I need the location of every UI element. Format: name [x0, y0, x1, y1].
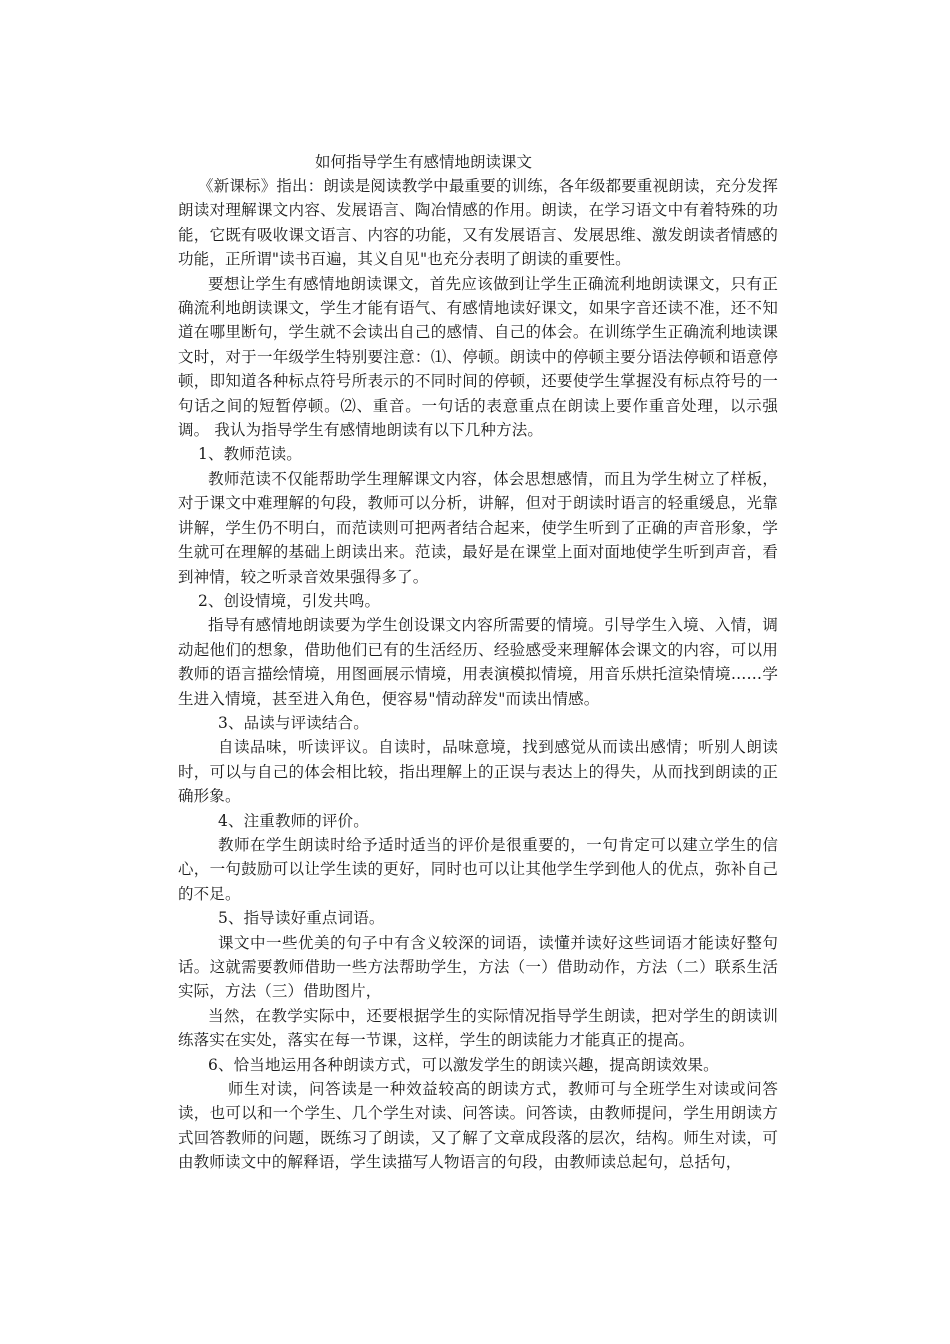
- document-body: [178, 174, 778, 1175]
- paragraph-evaluation: 教师在学生朗读时给予适时适当的评价是很重要的，一句肯定可以建立学生的信心，一句鼓励可以让学生读的更好，同时也可以让其他学生学到他人的优点，弥补自己的不足。: [178, 835, 778, 903]
- paragraph-practice: 当然，在教学实际中，还要根据学生的实际情况指导学生朗读，把对学生的朗读训练落实在实处，落实在每一节课，这样，学生的朗读能力才能真正的提高。: [178, 1006, 778, 1050]
- section-heading-2: 2、创设情境，引发共鸣。: [198, 591, 381, 610]
- paragraph-situation: 指导有感情地朗读要为学生创设课文内容所需要的情境。引导学生入境、入情，调动起他们的想象，借助他们已有的生活经历、经验感受来理解体会课文的内容，可以用教师的语言描绘情境，用图画展示情境，用表演模拟情境，用音乐烘托渲染情境……学生进入情境，甚至进入角色，便容易"情动辞发"而读出情感。: [178, 616, 778, 708]
- paragraph-self-reading: 自读品味，听读评议。自读时，品味意境，找到感觉从而读出感情；听别人朗读时，可以与自己的体会相比较，指出理解上的正误与表达上的得失，从而找到朗读的正确形象。: [178, 738, 778, 806]
- section-heading-1: 1、教师范读。: [198, 445, 302, 464]
- document-title: 如何指导学生有感情地朗读课文: [315, 153, 533, 171]
- paragraph-key-words: 课文中一些优美的句子中有含义较深的词语，读懂并读好这些词语才能读好整句话。这就需要教师借助一些方法帮助学生，方法（一）借助动作，方法（二）联系生活实际，方法（三）借助图片，: [178, 933, 778, 1001]
- paragraph-intro: 《新课标》指出：朗读是阅读教学中最重要的训练，各年级都要重视朗读，充分发挥朗读对理解课文内容、发展语言、陶冶情感的作用。朗读，在学习语文中有着特殊的功能，它既有吸收课文语言、内容的功能，又有发展语言、发展思维、激发朗读者情感的功能，正所谓"读书百遍，其义自见"也充分表明了朗读的重要性。: [178, 177, 778, 269]
- paragraph-model-reading: 教师范读不仅能帮助学生理解课文内容，体会思想感情，而且为学生树立了样板，对于课文中难理解的句段，教师可以分析，讲解，但对于朗读时语言的轻重缓息，光靠讲解，学生仍不明白，而范读则可把两者结合起来，使学生听到了正确的声音形象，学生就可在理解的基础上朗读出来。范读，最好是在课堂上面对面地使学生听到声音，看到神情，较之听录音效果强得多了。: [178, 469, 778, 586]
- section-heading-6: 6、恰当地运用各种朗读方式，可以激发学生的朗读兴趣，提高朗读效果。: [208, 1055, 719, 1074]
- section-heading-3: 3、品读与评读结合。: [218, 713, 369, 732]
- paragraph-fluency: 要想让学生有感情地朗读课文，首先应该做到让学生正确流利地朗读课文，只有正确流利地朗读课文，学生才能有语气、有感情地读好课文，如果字音还读不准，还不知道在哪里断句，学生就不会读出自己的感情、自己的体会。在训练学生正确流利地读课文时，对于一年级学生特别要注意：⑴、停顿。朗读中的停顿主要分语法停顿和语意停顿，即知道各种标点符号所表示的不同时间的停顿，还要使学生掌握没有标点符号的一句话之间的短暂停顿。⑵、重音。一句话的表意重点在朗读上要作重音处理，以示强调。 我认为指导学生有感情地朗读有以下几种方法。: [178, 274, 778, 440]
- section-heading-5: 5、指导读好重点词语。: [218, 909, 385, 928]
- paragraph-dialogue-reading: 师生对读，问答读是一种效益较高的朗读方式，教师可与全班学生对读或问答读，也可以和一个学生、几个学生对读、问答读。问答读，由教师提问，学生用朗读方式回答教师的问题，既练习了朗读，又了解了文章成段落的层次，结构。师生对读，可由教师读文中的解释语，学生读描写人物语言的句段，由教师读总起句，总括句，: [178, 1080, 778, 1172]
- section-heading-4: 4、注重教师的评价。: [218, 811, 369, 830]
